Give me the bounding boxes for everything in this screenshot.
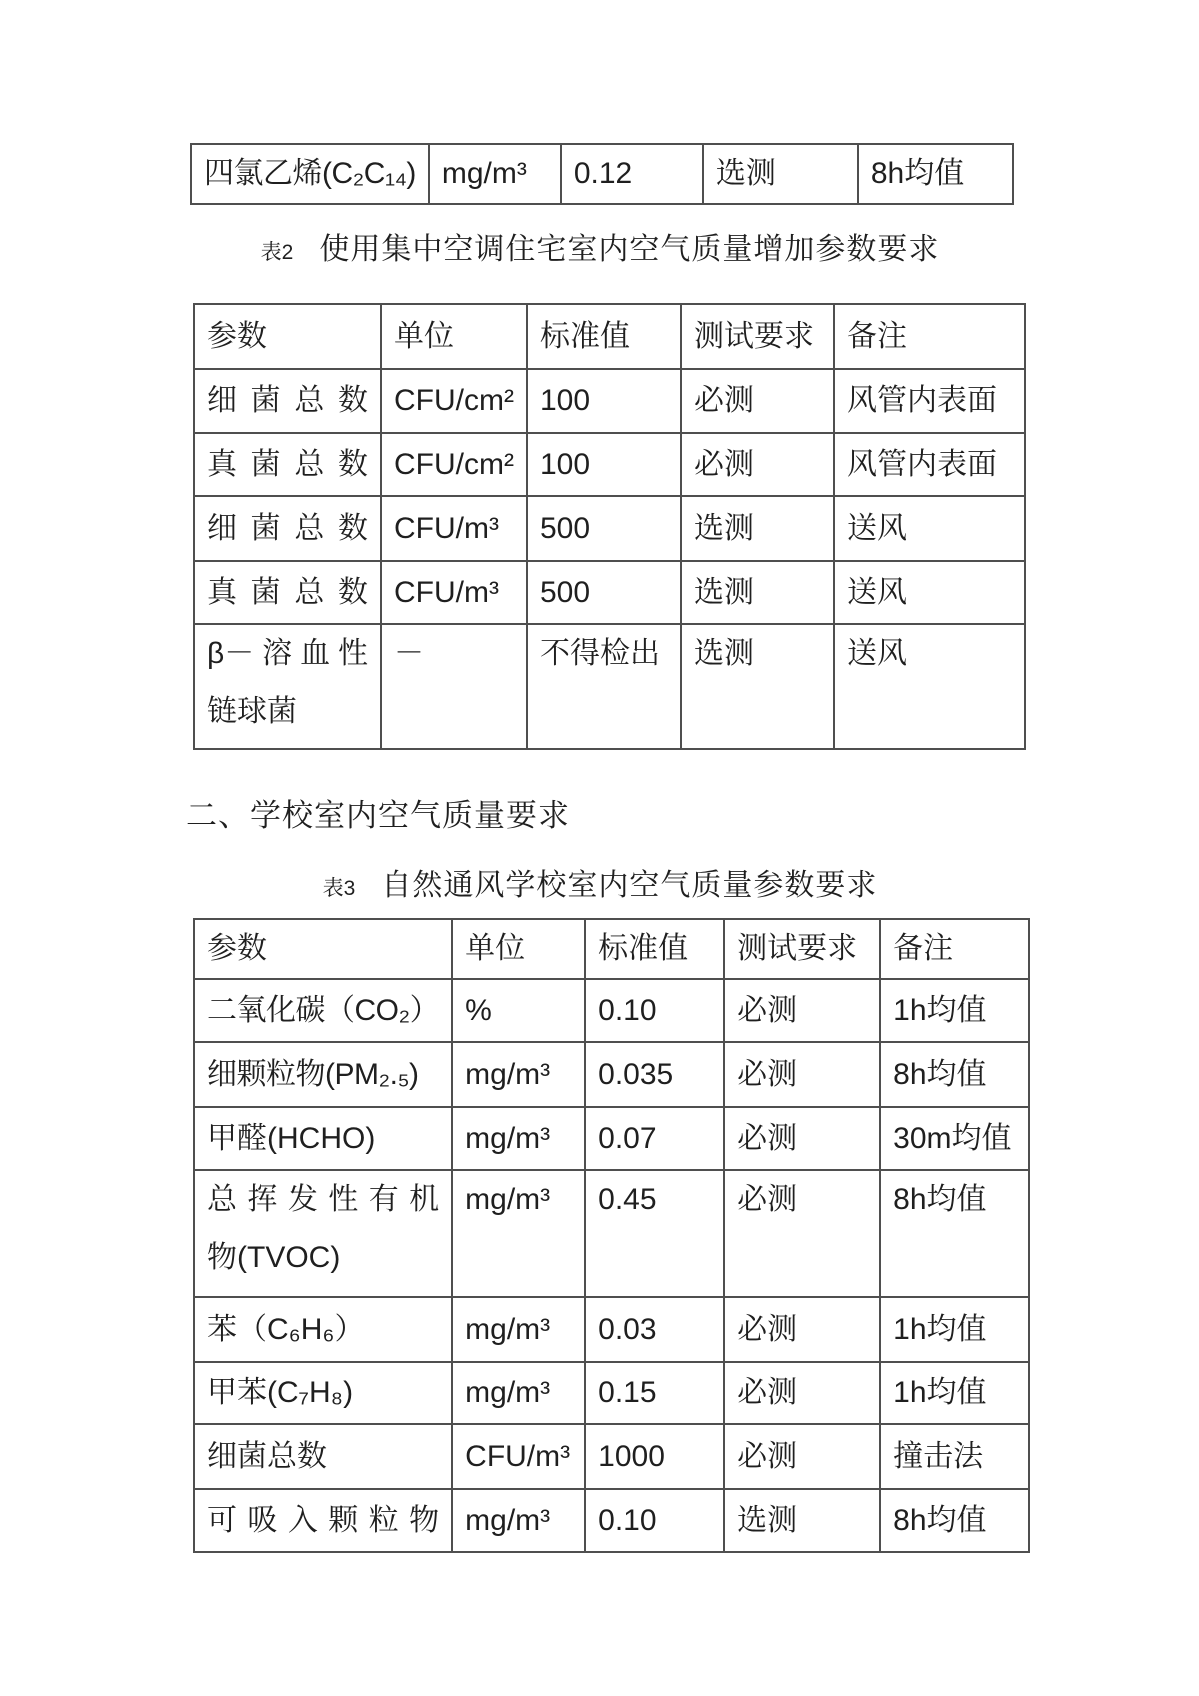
unit-cell: mg/m³ [452,1297,585,1362]
value-cell: 100 [527,433,681,496]
table-row [194,1170,1029,1297]
header-cell-note: 备注 [834,304,1025,369]
note-cell: 送风 [834,624,1025,749]
table1-continuation [190,143,1014,205]
table-row [194,1297,1029,1362]
unit-cell: CFU/m³ [381,496,527,561]
header-cell-value: 标准值 [585,919,724,979]
param-cell: 可吸入颗粒物 [194,1489,452,1552]
unit-cell: － [381,624,527,749]
param-cell: 甲苯(C₇H₈) [194,1362,452,1424]
unit-cell: mg/m³ [452,1489,585,1552]
table2-caption [193,231,1007,274]
header-cell-value: 标准值 [527,304,681,369]
param-cell: 真菌总数 [194,433,381,496]
section-2-heading: 二、学校室内空气质量要求 [186,798,570,833]
value-cell: 500 [527,561,681,624]
test-cell: 必测 [681,433,834,496]
table-row [194,1489,1029,1552]
unit-cell: mg/m³ [452,1362,585,1424]
test-cell: 必测 [724,1170,880,1297]
param-cell: 苯（C₆H₆） [194,1297,452,1362]
table3-natural-ventilation-school [193,918,1030,1553]
table-row [191,144,1013,204]
value-cell: 0.15 [585,1362,724,1424]
param-cell: 细菌总数 [194,1424,452,1489]
table2-caption-text: 使用集中空调住宅室内空气质量增加参数要求 [319,233,940,266]
unit-cell: mg/m³ [452,1170,585,1297]
test-cell: 必测 [724,979,880,1042]
table-row [194,369,1025,433]
table-row [194,1107,1029,1170]
test-cell: 选测 [681,561,834,624]
test-cell: 必测 [681,369,834,433]
param-cell [194,624,381,749]
table-row [194,1424,1029,1489]
note-cell: 8h均值 [858,144,1013,204]
test-cell: 选测 [724,1489,880,1552]
table-row [194,496,1025,561]
param-cell: 甲醛(HCHO) [194,1107,452,1170]
note-cell: 8h均值 [880,1042,1029,1107]
note-cell: 送风 [834,496,1025,561]
note-cell: 送风 [834,561,1025,624]
param-line-2: 链球菌 [207,695,297,728]
unit-cell: % [452,979,585,1042]
value-cell: 100 [527,369,681,433]
header-cell-param: 参数 [194,919,452,979]
note-cell: 8h均值 [880,1170,1029,1297]
test-cell: 选测 [681,624,834,749]
param-cell: 细颗粒物(PM₂.₅) [194,1042,452,1107]
test-cell: 必测 [724,1042,880,1107]
value-cell: 不得检出 [527,624,681,749]
value-cell: 0.035 [585,1042,724,1107]
header-cell-param: 参数 [194,304,381,369]
note-cell: 1h均值 [880,1362,1029,1424]
value-cell: 0.10 [585,979,724,1042]
test-cell: 选测 [681,496,834,561]
param-line-1: 总挥发性有机 [207,1183,440,1216]
note-cell: 30m均值 [880,1107,1029,1170]
table-row [194,1042,1029,1107]
unit-cell: CFU/cm² [381,433,527,496]
value-cell: 500 [527,496,681,561]
unit-cell: mg/m³ [452,1042,585,1107]
unit-cell: CFU/m³ [452,1424,585,1489]
unit-cell: mg/m³ [429,144,561,204]
value-cell: 0.10 [585,1489,724,1552]
table-row [194,979,1029,1042]
table3-caption-label: 表3 [322,877,356,900]
param-line-2: 物(TVOC) [207,1241,341,1274]
header-cell-unit: 单位 [381,304,527,369]
note-cell: 风管内表面 [834,369,1025,433]
param-cell: 真菌总数 [194,561,381,624]
test-cell: 必测 [724,1362,880,1424]
table-row [194,433,1025,496]
unit-cell: mg/m³ [452,1107,585,1170]
param-cell: 四氯乙烯(C₂C₁₄) [191,144,429,204]
note-cell: 风管内表面 [834,433,1025,496]
note-cell: 1h均值 [880,1297,1029,1362]
test-cell: 必测 [724,1424,880,1489]
value-cell: 0.12 [561,144,703,204]
unit-cell: CFU/cm² [381,369,527,433]
header-cell-test: 测试要求 [681,304,834,369]
unit-cell: CFU/m³ [381,561,527,624]
table-row [194,1362,1029,1424]
table-header-row [194,919,1029,979]
table3-caption-text: 自然通风学校室内空气质量参数要求 [381,869,878,902]
test-cell: 必测 [724,1107,880,1170]
param-cell [194,1170,452,1297]
value-cell: 0.03 [585,1297,724,1362]
test-cell: 选测 [703,144,858,204]
note-cell: 1h均值 [880,979,1029,1042]
value-cell: 0.45 [585,1170,724,1297]
table2-caption-label: 表2 [260,241,294,264]
header-cell-unit: 单位 [452,919,585,979]
value-cell: 1000 [585,1424,724,1489]
note-cell: 撞击法 [880,1424,1029,1489]
table2-central-ac-residential [193,303,1026,750]
param-cell: 细菌总数 [194,369,381,433]
header-cell-note: 备注 [880,919,1029,979]
value-cell: 0.07 [585,1107,724,1170]
param-line-1: β－溶血性 [207,637,368,670]
table-row [194,624,1025,749]
table-header-row [194,304,1025,369]
table3-caption [193,867,1007,910]
param-cell: 二氧化碳（CO₂） [194,979,452,1042]
table-row [194,561,1025,624]
header-cell-test: 测试要求 [724,919,880,979]
param-cell: 细菌总数 [194,496,381,561]
test-cell: 必测 [724,1297,880,1362]
note-cell: 8h均值 [880,1489,1029,1552]
